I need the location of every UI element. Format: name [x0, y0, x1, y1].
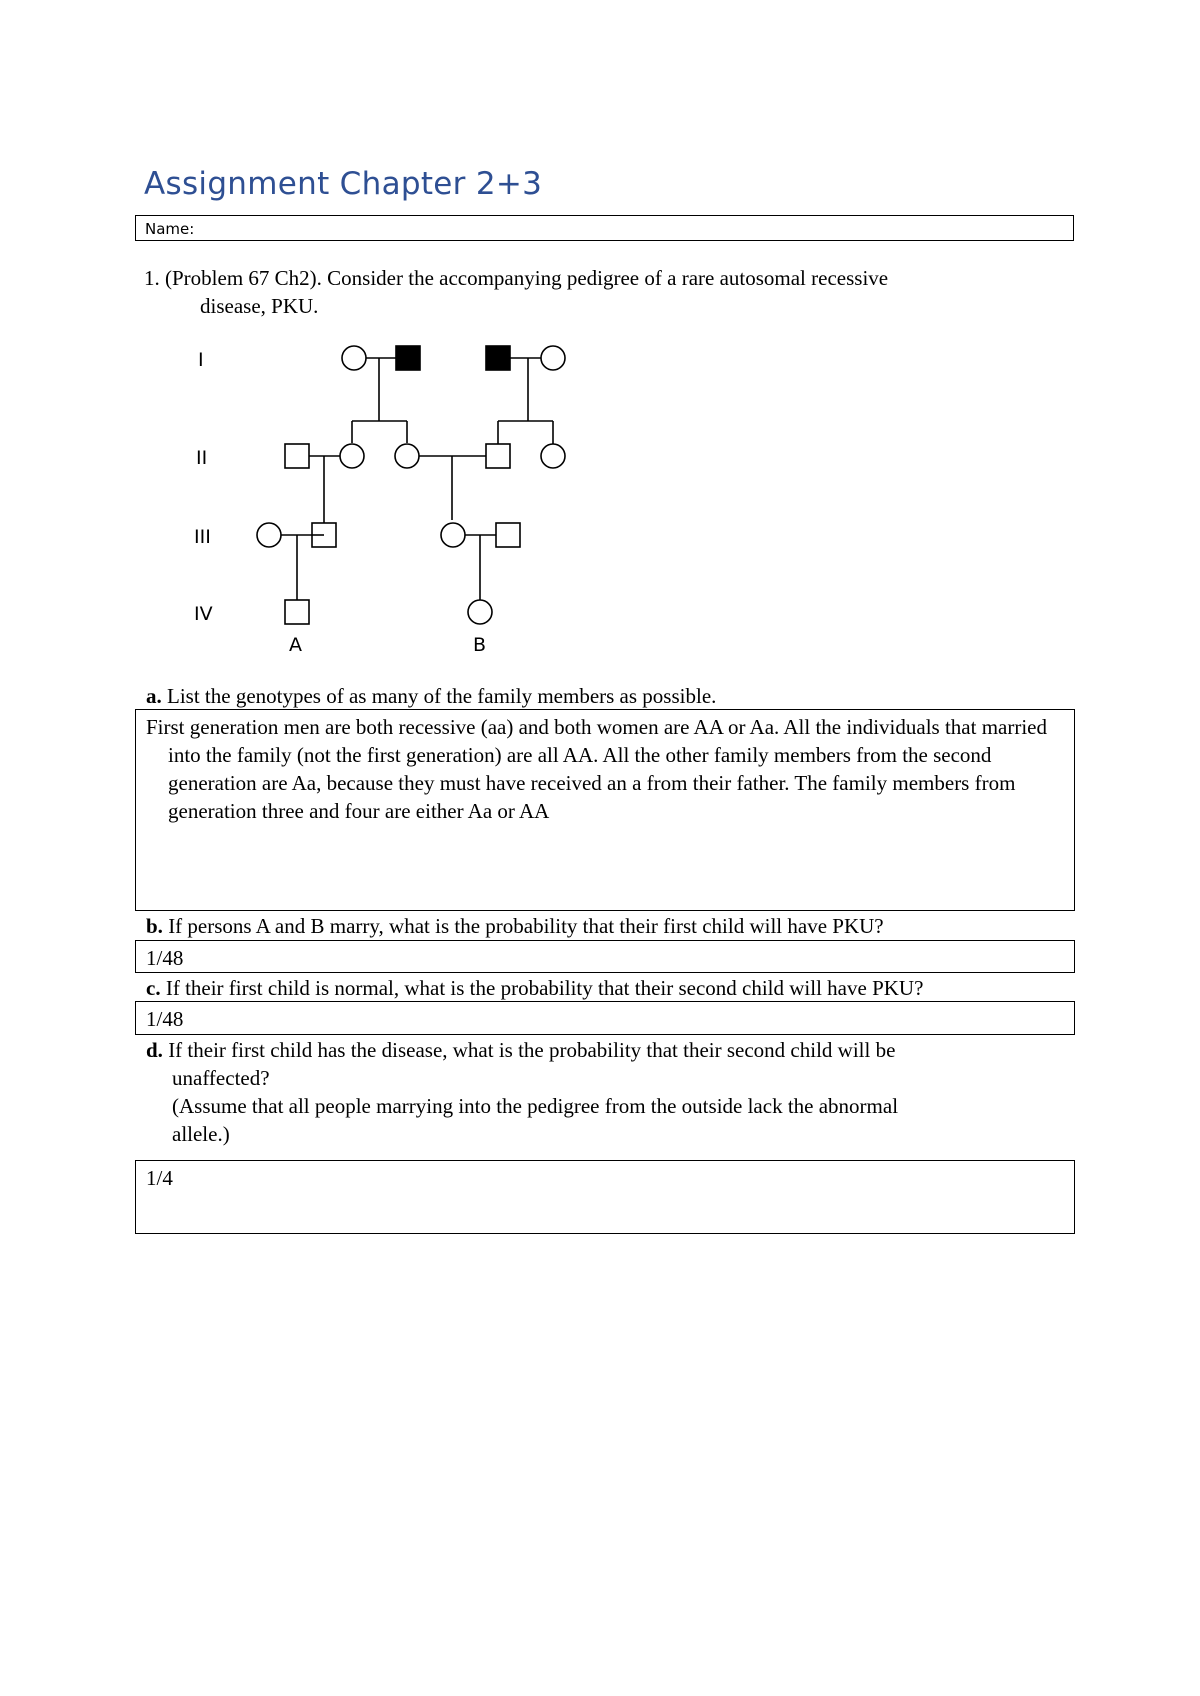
- part-d-text-2: unaffected?: [172, 1066, 270, 1090]
- gen4-male-A: [285, 600, 309, 624]
- part-a-answer-box[interactable]: [135, 709, 1075, 911]
- part-a-letter: a.: [146, 684, 162, 708]
- part-c-question: [146, 974, 1076, 1002]
- gen1-female-right: [541, 346, 565, 370]
- gen2-female-2: [340, 444, 364, 468]
- gen1-female-left: [342, 346, 366, 370]
- name-field[interactable]: [135, 215, 1074, 241]
- gen1-male-left-affected: [396, 346, 420, 370]
- part-c-answer-box[interactable]: [135, 1001, 1075, 1035]
- generation-label-IV: IV: [194, 603, 213, 625]
- name-label: Name:: [145, 220, 195, 238]
- question-line-2: disease, PKU.: [200, 294, 319, 318]
- part-c-answer: 1/48: [146, 1007, 184, 1031]
- gen3-female-3: [441, 523, 465, 547]
- part-d-question: [146, 1036, 1076, 1148]
- part-d-note-1: (Assume that all people marrying into the pedigree from the outside lack the abnormal: [172, 1094, 899, 1118]
- pedigree-diagram: [180, 330, 600, 660]
- gen4-female-B: [468, 600, 492, 624]
- part-d-note-2: allele.): [172, 1122, 230, 1146]
- person-label-B: B: [473, 634, 487, 656]
- gen2-female-5: [541, 444, 565, 468]
- gen3-male-4: [496, 523, 520, 547]
- gen3-female-1: [257, 523, 281, 547]
- part-d-answer-box[interactable]: [135, 1160, 1075, 1234]
- part-a-text: List the genotypes of as many of the family members as possible.: [161, 684, 717, 708]
- question-line-1: 1. (Problem 67 Ch2). Consider the accompanying pedigree of a rare autosomal recessive: [144, 266, 889, 290]
- person-label-A: A: [289, 634, 302, 656]
- part-b-text: If persons A and B marry, what is the probability that their first child will have PKU?: [162, 914, 884, 938]
- part-b-letter: b.: [146, 914, 163, 938]
- part-c-text: If their first child is normal, what is the probability that their second child will have PKU?: [160, 976, 924, 1000]
- gen2-male-1: [285, 444, 309, 468]
- part-b-answer: 1/48: [146, 946, 184, 970]
- generation-label-I: I: [198, 349, 204, 371]
- page-title: Assignment Chapter 2+3: [144, 166, 543, 202]
- part-c-letter: c.: [146, 976, 161, 1000]
- gen2-female-3: [395, 444, 419, 468]
- question-1: [144, 264, 1044, 320]
- part-b-answer-box[interactable]: [135, 940, 1075, 973]
- part-a-answer: First generation men are both recessive (aa) and both women are AA or Aa. All the individuals that married into the family (not the first generation) are all AA. All the other family members from the second generation are Aa, because they must have received an a from their father. The family members from generation three and four are either Aa or AA: [146, 715, 1047, 823]
- part-a-question: [146, 682, 1076, 710]
- generation-label-II: II: [196, 447, 208, 469]
- part-d-answer: 1/4: [146, 1166, 173, 1190]
- gen1-male-right-affected: [486, 346, 510, 370]
- gen2-male-4: [486, 444, 510, 468]
- generation-label-III: III: [194, 526, 211, 548]
- part-b-question: [146, 912, 1076, 940]
- part-d-letter: d.: [146, 1038, 163, 1062]
- part-d-text-1: If their first child has the disease, what is the probability that their second child will be: [162, 1038, 896, 1062]
